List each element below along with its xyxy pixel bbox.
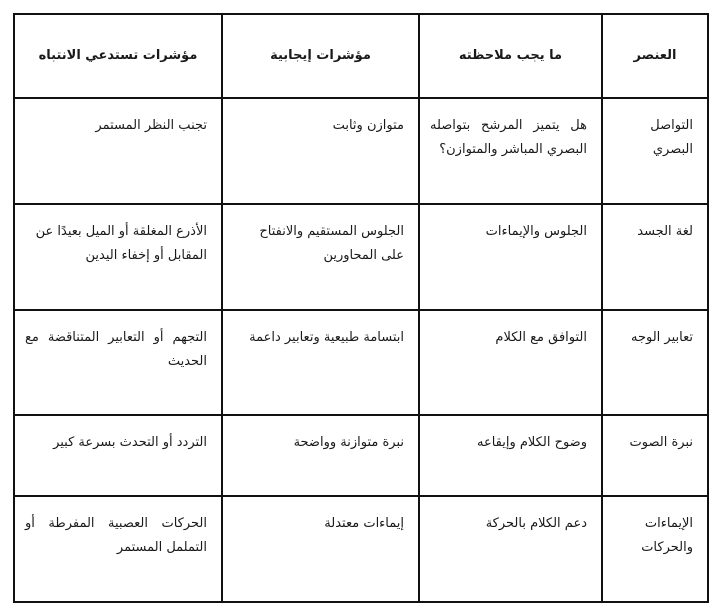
header-positive-indicators: مؤشرات إيجابية xyxy=(222,14,419,98)
cell-warning: التردد أو التحدث بسرعة كبير xyxy=(14,415,222,496)
header-row xyxy=(14,14,708,98)
table-row xyxy=(14,204,708,310)
evaluation-table xyxy=(13,13,709,603)
cell-observe: التوافق مع الكلام xyxy=(419,310,602,415)
cell-positive: إيماءات معتدلة xyxy=(222,496,419,602)
cell-element: الإيماءات والحركات xyxy=(602,496,708,602)
cell-warning: التجهم أو التعابير المتناقضة مع الحديث xyxy=(14,310,222,415)
cell-observe: الجلوس والإيماءات xyxy=(419,204,602,310)
cell-warning: تجنب النظر المستمر xyxy=(14,98,222,204)
cell-element: التواصل البصري xyxy=(602,98,708,204)
cell-element: لغة الجسد xyxy=(602,204,708,310)
header-element: العنصر xyxy=(602,14,708,98)
cell-element: نبرة الصوت xyxy=(602,415,708,496)
header-what-to-observe: ما يجب ملاحظته xyxy=(419,14,602,98)
cell-observe: دعم الكلام بالحركة xyxy=(419,496,602,602)
header-warning-indicators: مؤشرات تستدعي الانتباه xyxy=(14,14,222,98)
cell-positive: الجلوس المستقيم والانفتاح على المحاورين xyxy=(222,204,419,310)
table-row xyxy=(14,310,708,415)
cell-positive: ابتسامة طبيعية وتعابير داعمة xyxy=(222,310,419,415)
cell-warning: الأذرع المغلقة أو الميل بعيدًا عن المقابل أو إخفاء اليدين xyxy=(14,204,222,310)
cell-element: تعابير الوجه xyxy=(602,310,708,415)
cell-positive: متوازن وثابت xyxy=(222,98,419,204)
table-row xyxy=(14,98,708,204)
table-row xyxy=(14,496,708,602)
cell-observe: وضوح الكلام وإيقاعه xyxy=(419,415,602,496)
cell-positive: نبرة متوازنة وواضحة xyxy=(222,415,419,496)
table-row xyxy=(14,415,708,496)
cell-warning: الحركات العصبية المفرطة أو التململ المستمر xyxy=(14,496,222,602)
cell-observe: هل يتميز المرشح بتواصله البصري المباشر والمتوازن؟ xyxy=(419,98,602,204)
